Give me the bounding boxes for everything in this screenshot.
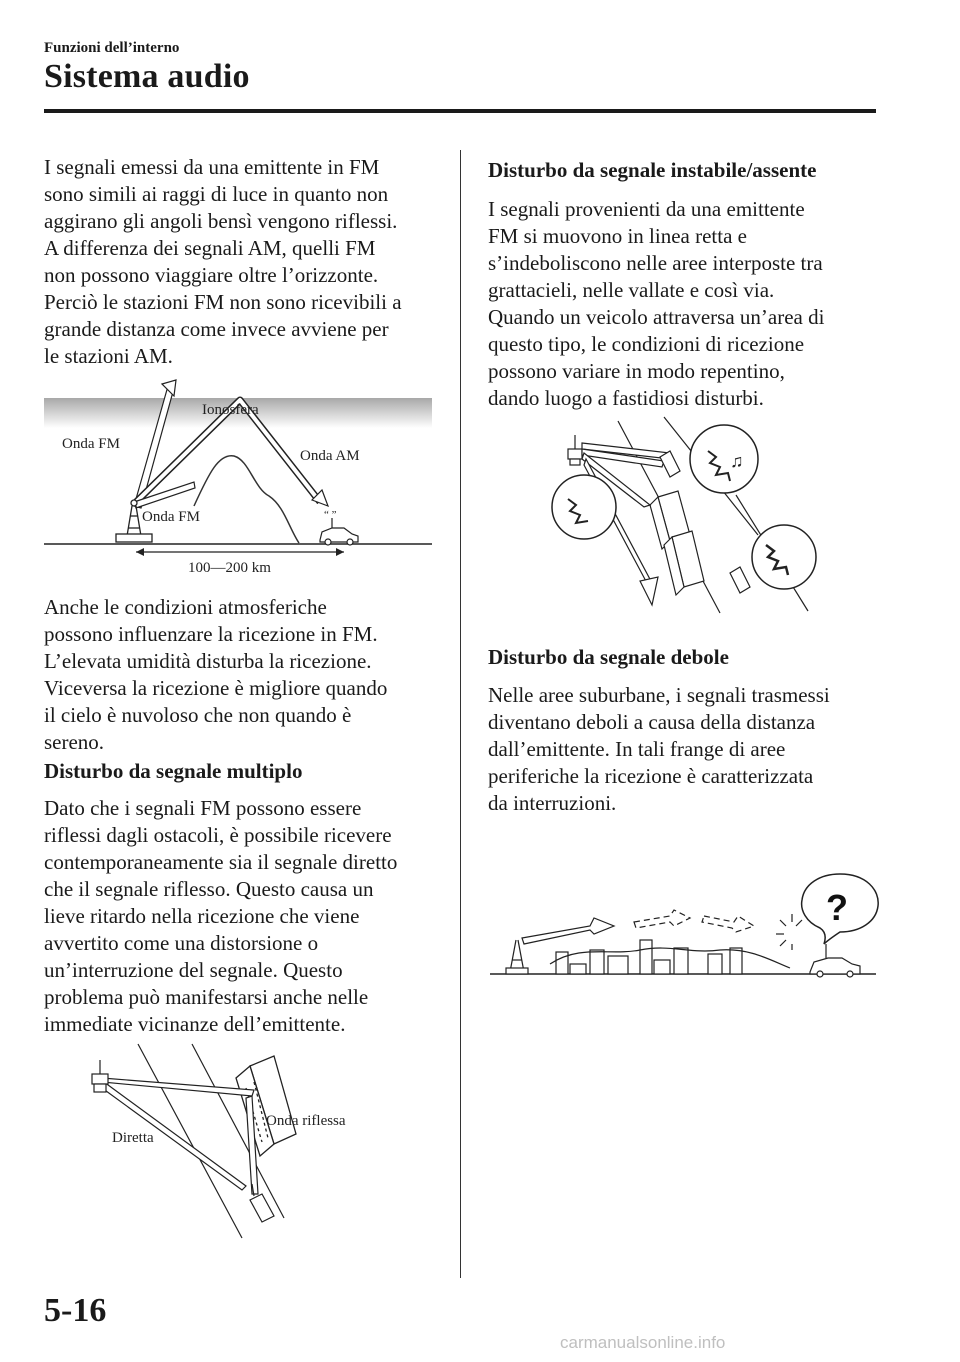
building-icon <box>236 1056 296 1156</box>
broadcast-tower-icon <box>568 435 582 465</box>
noise-bubble-icon <box>752 525 816 589</box>
svg-text:“ ”: “ ” <box>324 509 337 521</box>
signal-arrow-dashed <box>702 916 754 932</box>
label-fm-wave-top: Onda FM <box>62 436 120 452</box>
ionosphere-figure <box>44 378 434 588</box>
noise-bubble-icon <box>552 475 616 539</box>
city-skyline <box>556 940 742 974</box>
left-paragraph-multipath: Dato che i segnali FM possono essere riflessi dagli ostacoli, è possibile ricevere contemporaneamente sia il segnale diretto che il segnale riflesso. Questo causa un lieve ritardo nella ricezione che viene avvertito come una distorsione o un’interruzione del segnale. Questo problema può manifestarsi anche nelle immediate vicinanze dell’emittente. <box>44 796 398 1036</box>
weak-signal-figure <box>490 864 880 984</box>
left-paragraph-fm-propagation: I segnali emessi da una emittente in FM sono simili ai raggi di luce in quanto non aggirano gli angoli bensì vengono riflessi. A differenza dei segnali AM, quelli FM non possono viaggiare oltre l’orizzonte. Perciò le stazioni FM non sono ricevibili a grande distanza come invece avviene per le stazioni AM. <box>44 155 402 368</box>
signal-arrow-dashed <box>634 910 690 928</box>
left-paragraph-atmosphere: Anche le condizioni atmosferiche possono influenzare la ricezione in FM. L’elevata umidità disturba la ricezione. Viceversa la ricezione è migliore quando il cielo è nuvoloso che non quando è sereno. <box>44 595 388 754</box>
noise-bubble-icon <box>690 425 758 493</box>
building-icon <box>650 491 704 595</box>
car-icon <box>320 518 358 545</box>
page-title: Sistema audio <box>44 58 250 95</box>
car-icon <box>810 944 860 977</box>
signal-arrow-solid <box>522 918 614 944</box>
heading-unstable: Disturbo da segnale instabile/assente <box>488 158 817 182</box>
signal-burst-icon <box>776 914 802 950</box>
column-divider <box>460 150 461 1278</box>
heading-multipath: Disturbo da segnale multiplo <box>44 759 303 783</box>
unstable-signal-figure <box>544 415 844 615</box>
label-distance: 100—200 km <box>188 560 271 576</box>
page-number: 5-16 <box>44 1292 107 1329</box>
noise-glyph: ♫ <box>730 451 744 471</box>
label-am-wave: Onda AM <box>300 448 360 464</box>
label-direct: Diretta <box>112 1130 154 1146</box>
right-paragraph-unstable: I segnali provenienti da una emittente FM si muovono in linea retta e s’indeboliscono nelle aree interposte tra grattacieli, nelle vallate e così via. Quando un veicolo attraversa un’area di questo tipo, le condizioni di ricezione possono variare in modo repentino, dando luogo a fastidiosi disturbi. <box>488 197 825 410</box>
question-mark-glyph: ? <box>826 887 848 928</box>
arrow-to-building <box>102 1078 254 1096</box>
label-fm-wave-bottom: Onda FM <box>142 509 200 525</box>
broadcast-tower-icon <box>92 1060 108 1092</box>
mountain-outline <box>194 456 299 543</box>
title-rule <box>44 109 876 113</box>
multipath-figure <box>84 1038 384 1248</box>
section-kicker: Funzioni dell’interno <box>44 40 180 56</box>
heading-weak: Disturbo da segnale debole <box>488 645 729 669</box>
label-ionosphere: Ionosfera <box>202 402 259 418</box>
label-reflected: Onda riflessa <box>266 1113 346 1129</box>
broadcast-tower-icon <box>506 940 528 974</box>
watermark: carmanualsonline.info <box>560 1333 726 1352</box>
right-paragraph-weak: Nelle aree suburbane, i segnali trasmessi diventano deboli a causa della distanza dall’emittente. In tali frange di aree periferiche la ricezione è caratterizzata da interruzioni. <box>488 683 830 815</box>
